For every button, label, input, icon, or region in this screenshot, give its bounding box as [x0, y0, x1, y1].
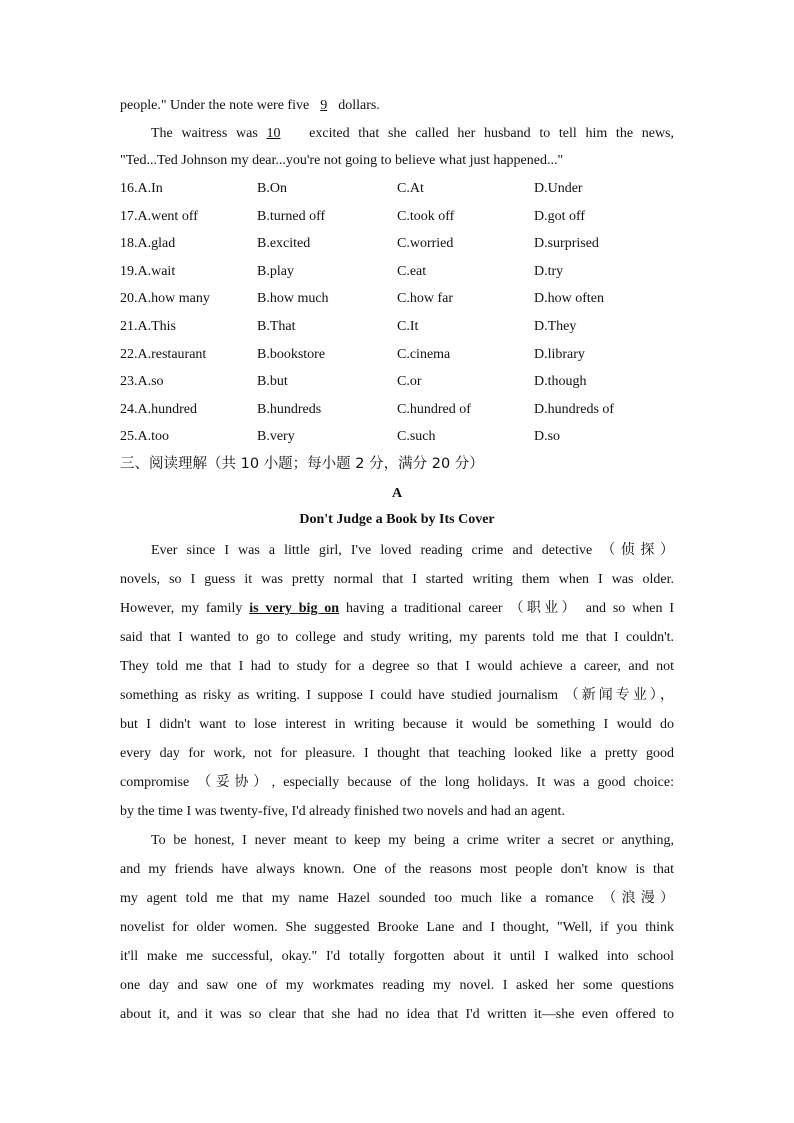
- option-b: B.turned off: [257, 208, 326, 224]
- option-b: B.That: [257, 319, 296, 335]
- passage-line: about it, and it was so clear that she had no idea that I'd written it—she even offered to: [120, 1007, 674, 1022]
- option-d: D.so: [534, 429, 561, 445]
- passage-text: However, my family: [120, 601, 250, 616]
- option-a: 21.A.This: [120, 319, 176, 335]
- cloze-line-2: [120, 120, 674, 148]
- option-row: [120, 396, 674, 424]
- cloze-line-3: "Ted...Ted Johnson my dear...you're not going to believe what just happened...": [120, 153, 564, 169]
- option-row: [120, 258, 674, 286]
- option-c: C.cinema: [397, 346, 451, 362]
- passage-title: Don't Judge a Book by Its Cover: [299, 512, 495, 527]
- option-row: [120, 313, 674, 341]
- option-row: [120, 203, 674, 231]
- option-b: B.play: [257, 263, 294, 279]
- option-a: 23.A.so: [120, 374, 164, 390]
- passage-label: A: [391, 486, 403, 501]
- passage-line: compromise （妥协）, especially because of the long holidays. It was a good choice:: [120, 775, 674, 790]
- option-c: C.how far: [397, 291, 453, 307]
- cloze-text: people." Under the note were five: [120, 98, 313, 113]
- option-d: D.library: [534, 346, 585, 362]
- option-row: [120, 230, 674, 258]
- option-c: C.worried: [397, 236, 454, 252]
- passage-line: novelist for older women. She suggested Brooke Lane and I thought, "Well, if you think: [120, 920, 674, 935]
- page: [120, 92, 674, 1029]
- option-c: C.or: [397, 374, 422, 390]
- option-a: 18.A.glad: [120, 236, 176, 252]
- blank-10: 10: [266, 125, 281, 141]
- passage-line: To be honest, I never meant to keep my being a crime writer a secret or anything,: [151, 833, 674, 848]
- option-d: D.surprised: [534, 236, 599, 252]
- option-a: 25.A.too: [120, 429, 169, 445]
- passage-line: but I didn't want to lose interest in writing because it would be something I would do: [120, 717, 674, 732]
- option-d: D.got off: [534, 208, 586, 224]
- option-b: B.On: [257, 181, 287, 197]
- option-c: C.took off: [397, 208, 455, 224]
- option-row: [120, 423, 674, 451]
- option-c: C.eat: [397, 263, 427, 279]
- passage-line: said that I wanted to go to college and study writing, my parents told me that I couldn't.: [120, 630, 674, 645]
- option-a: 17.A.went off: [120, 208, 198, 224]
- underlined-phrase: is very big on: [249, 601, 340, 616]
- option-c: C.such: [397, 429, 436, 445]
- option-d: D.though: [534, 374, 587, 390]
- passage-line: my agent told me that my name Hazel sounded too much like a romance （浪漫）: [120, 891, 674, 906]
- option-b: B.excited: [257, 236, 311, 252]
- option-d: D.how often: [534, 291, 604, 307]
- passage-line: [120, 594, 674, 623]
- cloze-text: excited that she called her husband to tell him the news,: [300, 125, 674, 141]
- option-b: B.how much: [257, 291, 329, 307]
- option-b: B.hundreds: [257, 401, 322, 417]
- passage-line: and my friends have always known. One of the reasons most people don't know is that: [120, 862, 674, 877]
- option-d: D.Under: [534, 181, 583, 197]
- option-row: [120, 368, 674, 396]
- option-a: 24.A.hundred: [120, 401, 197, 417]
- passage-line: They told me that I had to study for a degree so that I would achieve a career, and not: [120, 659, 674, 674]
- option-row: [120, 341, 674, 369]
- passage-line: every day for work, not for pleasure. I thought that teaching looked like a pretty good: [120, 746, 674, 761]
- option-a: 22.A.restaurant: [120, 346, 207, 362]
- option-d: D.hundreds of: [534, 401, 615, 417]
- option-row: [120, 175, 674, 203]
- option-d: D.try: [534, 263, 564, 279]
- passage-line: something as risky as writing. I suppose I could have studied journalism （新闻专业），: [120, 688, 674, 703]
- cloze-text: dollars.: [334, 98, 380, 113]
- option-b: B.very: [257, 429, 295, 445]
- blank-9: 9: [320, 98, 328, 113]
- cloze-line-1: [120, 92, 674, 120]
- passage-line: Ever since I was a little girl, I've loved reading crime and detective （侦探）: [151, 543, 674, 558]
- passage-paragraph-1: [120, 536, 674, 826]
- option-d: D.They: [534, 319, 577, 335]
- option-b: B.but: [257, 374, 288, 390]
- options-list: [120, 175, 674, 451]
- cloze-text: The waitress was: [151, 125, 267, 141]
- passage-line: one day and saw one of my workmates reading my novel. I asked her some questions: [120, 978, 674, 993]
- passage-line: novels, so I guess it was pretty normal that I started writing them when I was older.: [120, 572, 674, 587]
- passage-paragraph-2: [120, 826, 674, 1029]
- option-c: C.hundred of: [397, 401, 471, 417]
- passage-line: by the time I was twenty-five, I'd already finished two novels and had an agent.: [120, 804, 565, 819]
- passage-text: having a traditional career （职业） and so when I: [339, 601, 675, 616]
- option-b: B.bookstore: [257, 346, 326, 362]
- option-row: [120, 285, 674, 313]
- option-a: 16.A.In: [120, 181, 163, 197]
- section-heading: 三、阅读理解（共 10 小题；每小题 2 分，满分 20 分）: [120, 456, 484, 472]
- passage-line: it'll make me successful, okay." I'd totally forgotten about it until I walked into school: [120, 949, 674, 964]
- option-c: C.It: [397, 319, 419, 335]
- option-a: 19.A.wait: [120, 263, 176, 279]
- option-a: 20.A.how many: [120, 291, 210, 307]
- option-c: C.At: [397, 181, 424, 197]
